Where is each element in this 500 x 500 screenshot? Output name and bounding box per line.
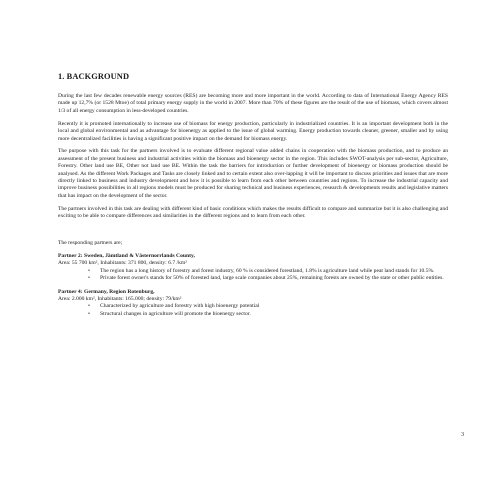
paragraph-4: The partners involved in this task are dealing with different kind of basic conditions which makes the results difficult to compare and summarize but it is also challenging and exciting to be able to compare differences and similarities in the different regions and to learn from each other. [58,205,448,220]
list-item: • Private forest owner's stands for 50% of forested land, large scale companies about 25%, remaining forests are owned by the state or other public entities. [100,275,448,282]
partner-bullet-list [58,268,448,283]
spacer [58,226,448,240]
partner-title: Partner 2: Sweden, Jämtland & Västernorrlands County, [58,253,195,259]
partner-block-4 [58,289,448,319]
partner-area: Area: 55 700 km², Inhabitants: 371 800, density: 6.7 /km² [58,260,187,267]
partner-bullet-list [58,303,448,318]
paragraph-2: Recently it is promoted internationally to increase use of biomass for energy production, particularly in industrialized countries. It is an important development both in the local and global environmental and as advantage for bioenergy as applied to the issue of global warming. Energy production towards cleaner, greener, smaller and by using more decentralized facilities is having a significant positive impact on the demand for biomass energy. [58,120,448,142]
page-number: 3 [461,432,464,438]
partner-area: Area: 2.000 km², Inhabitants: 165.000; density: 79/km² [58,296,182,303]
paragraph-3: The purpose with this task for the partners involved is to evaluate different regional value added chains in cooperation with the biomass production, and to produce an assessment of the present business and industrial activities within the biomass and bioenergy sector in the region. This includes SWOT-analysis per sub-sector, Agriculture, Forestry. Other land use BE, Other not land use BE. Within the task the barriers for introduction or further development of bioenergy or biomass production should be analysed. As the different Work Packages and Tasks are closely linked and to certain extent also over-lapping it will be important to discuss priorities and issues that are more directly linked to business and industry development and how it is possible to learn from each other between countries and regions. To increase the industrial capacity and improve business possibilities in all regions models must be produced for sharing technical and business experiences, research & developments results and legislative matters that has impact on the development of the sector. [58,148,448,199]
list-item: • The region has a long history of forestry and forest industry, 60 % is considered forestland, 1.8% is agriculture land while peat land stands for 10.5%. [100,268,448,275]
paragraph-1: During the last few decades renewable energy sources (RES) are becoming more and more important in the world. According to data of International Energy Agency RES made up 12,7% (or 1528 Mtoe) of total primary energy supply in the world in 2007. More than 70% of these figures are the result of the use of biomass, which covers almost 1/3 of all energy consumption in less-developed countries. [58,93,448,114]
list-item: • Characterized by agriculture and forestry with high bioenergy potential [100,303,448,310]
partner-title: Partner 4: Germany, Region Rotenburg, [58,288,155,295]
partners-intro: The responding partners are; [58,240,123,247]
partner-block-2 [58,253,448,283]
section-heading: 1. BACKGROUND [58,72,130,81]
list-item: • Structural changes in agriculture will promote the bioenergy sector. [100,311,448,318]
